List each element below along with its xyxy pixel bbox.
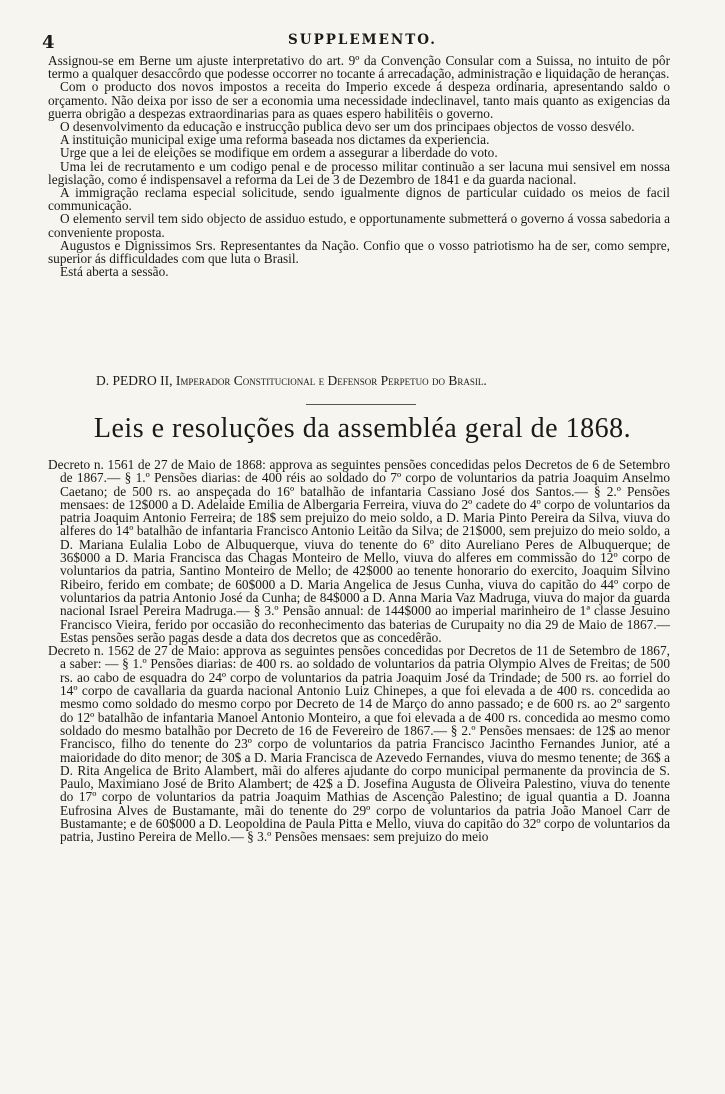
section-divider (306, 404, 416, 405)
speech-paragraph: Uma lei de recrutamento e um codigo penal e de processo militar continuão a ser lacuna mui sensivel em nossa legislação, como é indispensavel a reforma da Lei de 3 de Dezembro de 1841 e da guarda nacional. (48, 158, 670, 187)
speech-paragraph: A instituição municipal exige uma reforma baseada nos dictames da experiencia. (60, 132, 490, 148)
decrees-text (48, 458, 670, 844)
signature-line (96, 374, 696, 388)
running-title: SUPPLEMENTO. (288, 32, 437, 48)
speech-paragraph: Augustos e Dignissimos Srs. Representantes da Nação. Confio que o vosso patriotismo ha de ser, como sempre, superior ás difficuldades com que luta o Brasil. (48, 237, 670, 267)
speech-paragraph: O elemento servil tem sido objecto de assiduo estudo, e opportunamente submetterá o governo á vossa sabedoria a conveniente proposta. (48, 211, 670, 240)
speech-text (48, 54, 670, 278)
speech-paragraph: Urge que a lei de eleições se modifique em ordem a assegurar a liberdade do voto. (60, 145, 498, 161)
signature-name: D. PEDRO II, (96, 373, 173, 388)
page-number: 4 (42, 32, 55, 53)
speech-paragraph: Assignou-se em Berne um ajuste interpretativo do art. 9º da Convenção Consular com a Suissa, no intuito de pôr termo a qualquer desaccôrdo que podesse occorrer no tocante á arrecadação, administração e liquidação de heranças. (48, 53, 670, 82)
speech-paragraph: A immigração reclama especial solicitude, sendo igualmente dignos de particular cuidado os meios de facil communicação. (48, 185, 670, 214)
speech-paragraph: Está aberta a sessão. (60, 264, 169, 280)
decree-entry: Decreto n. 1561 de 27 de Maio de 1868: approva as seguintes pensões concedidas pelos Decretos de 6 de Setembro de 1867.— § 1.º Pensões diarias: de 400 réis ao soldado do 7º corpo de voluntarios da patria Joaquim Anselmo Caetano; de 500 rs. ao anspeçada do 16º batalhão de infantaria Cassiano José dos Santos.— § 2.º Pensões mensaes: de 12$000 a D. Adelaide Emilia de Albergaria Ferreira, viuva do 2º cadete do 4º corpo de voluntarios da patria Joaquim Antonio Ferreira; de 18$ sem prejuizo do meio soldo, a D. Maria Pinto Pereira da Silva, viuva do alferes do 14º batalhão de infantaria Francisco Antonio Leitão da Silva; de 21$000, sem prejuizo do meio soldo, a D. Mariana Eulalia Lobo de Albuquerque, viuva do tenente do 6º dito Aureliano Peres de Albuquerque; de 36$000 a D. Maria Francisca das Chagas Monteiro de Mello, viuva do alferes em commissão do 12º corpo de voluntarios da patria, Santino Monteiro de Mello; de 42$000 ao tenente honorario do exercito, Joaquim Silvino Ribeiro, ferido em combate; de 60$000 a D. Maria Angelica de Jesus Cunha, viuva do capitão do 44º corpo de voluntarios da patria Antonio José da Cunha; de 84$000 a D. Anna Maria Vaz Madruga, viuva do major da guarda nacional Israel Pereira Madruga.— § 3.º Pensão annual: de 144$000 ao imperial marinheiro de 1ª classe Jesuino Francisco Vieira, ferido por occasião do reconhecimento das baterias de Curupaity no dia 29 de Maio de 1867.— Estas pensões serão pagas desde a data dos decretos que as concedêrão. (48, 457, 670, 645)
signature-title: Imperador Constitucional e Defensor Perpetuo do Brasil. (175, 373, 487, 388)
section-heading: Leis e resoluções da assembléa geral de 1868. (93, 413, 632, 444)
speech-paragraph: O desenvolvimento da educação e instrucção publica devo ser um dos principaes objectos de vosso desvélo. (60, 119, 635, 135)
decree-entry: Decreto n. 1562 de 27 de Maio: approva as seguintes pensões concedidas por Decretos de 11 de Setembro de 1867, a saber: — § 1.º Pensões diarias: de 400 rs. ao soldado de voluntarios da patria Olympio Alves de Freitas; de 500 rs. ao cabo de esquadra do 24º corpo de voluntarios da patria Joaquim José da Trindade; de 500 rs. ao forriel do 14º corpo de cavallaria da guarda nacional Antonio Luiz Chinepes, a que foi elevada a de 400 rs. concedida ao mesmo como soldado do mesmo corpo por Decreto de 14 de Março do anno passado; e de 600 rs. ao 2º sargento do 12º batalhão de infantaria Manoel Antonio Monteiro, a que foi elevada a de 400 rs. concedida ao mesmo como soldado do mesmo batalhão por Decreto de 16 de Fevereiro de 1867.— § 2.º Pensões mensaes: de 12$ ao menor Francisco, filho do tenente do 23º corpo de voluntarios da patria Francisco Jacintho Fernandes Junior, até a maioridade do dito menor; de 30$ a D. Maria Francisca de Azevedo Fernandes, viuva do mesmo tenente; de 36$ a D. Rita Angelica de Brito Alambert, mãi do alferes ajudante do corpo municipal permanente da provincia de S. Paulo, Maximiano José de Brito Alambert; de 42$ a D. Josefina Augusta de Oliveira Palestino, viuva do tenente do 17º corpo de voluntarios da patria Joaquim Mathias de Ascenção Palestino; de igual quantia a D. Joanna Eufrosina Alves de Bustamante, mãi do tenente do 29º corpo de voluntarios da patria João Manoel Carr de Bustamante; e de 60$000 a D. Leopoldina de Paula Pitta e Mello, viuva do capitão do 32º corpo de voluntarios da patria, Justino Pereira de Mello.— § 3.º Pensões mensaes: sem prejuizo do meio (48, 643, 670, 845)
speech-paragraph: Com o producto dos novos impostos a receita do Imperio excede á despeza ordinaria, apresentando saldo o orçamento. Não deixa por isso de ser a economia uma necessidade indeclinavel, tanto mais quanto as exigencias da guerra obrigão a despezas extraordinarias para as quaes espero habilitêis o governo. (48, 79, 670, 121)
